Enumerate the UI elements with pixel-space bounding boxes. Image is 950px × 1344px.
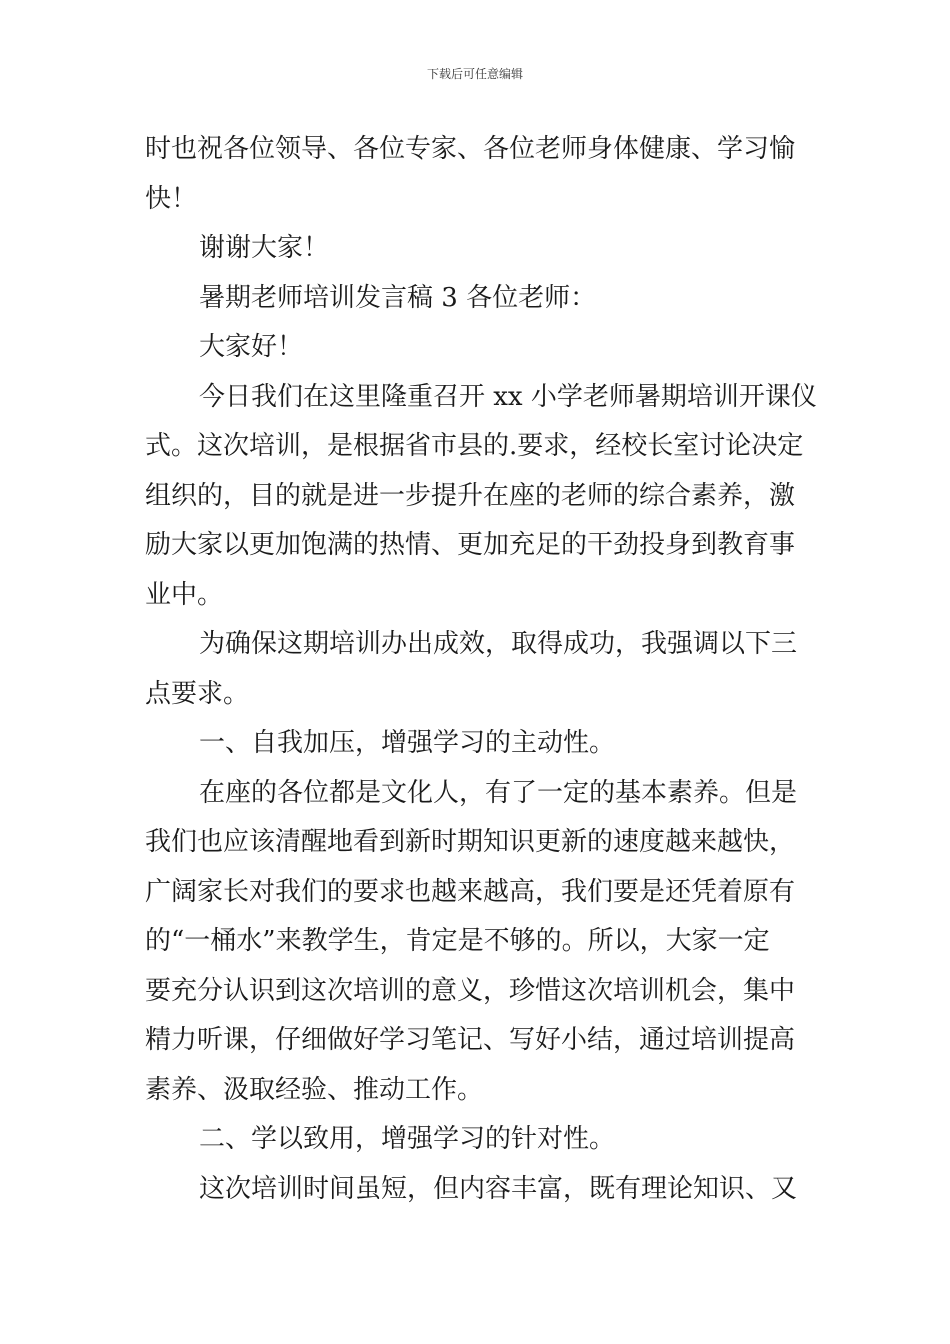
- paragraph: [145, 719, 807, 769]
- paragraph: [145, 769, 807, 1116]
- text-line: 这次培训时间虽短，但内容丰富，既有理论知识、又: [199, 1173, 798, 1204]
- paragraph: [145, 620, 807, 719]
- text-line: 式。这次培训，是根据省市县的.要求，经校长室讨论决定: [145, 431, 804, 461]
- text-line: 今日我们在这里隆重召开 xx 小学老师暑期培训开课仪: [199, 381, 817, 412]
- text-line: 要充分认识到这次培训的意义，珍惜这次培训机会，集中: [145, 975, 796, 1006]
- text-line: 为确保这期培训办出成效，取得成功，我强调以下三: [199, 629, 798, 659]
- text-line: 谢谢大家！: [199, 233, 330, 263]
- text-line: 在座的各位都是文化人，有了一定的基本素养。但是: [199, 777, 798, 808]
- text-line: 精力听课，仔细做好学习笔记、写好小结，通过培训提高: [145, 1025, 796, 1055]
- paragraph: [145, 125, 807, 224]
- text-line: 一、自我加压，增强学习的主动性。: [199, 728, 616, 758]
- text-line: 素养、汲取经验、推动工作。: [145, 1074, 484, 1105]
- text-line: 业中。: [145, 579, 224, 610]
- text-line: 的“一桶水”来教学生，肯定是不够的。所以，大家一定: [145, 926, 770, 956]
- text-line: 广阔家长对我们的要求也越来越高，我们要是还凭着原有: [145, 876, 796, 907]
- paragraph: [145, 224, 807, 274]
- text-line: 组织的，目的就是进一步提升在座的老师的综合素养，激: [145, 480, 796, 511]
- text-line: 时也祝各位领导、各位专家、各位老师身体健康、学习愉: [145, 134, 796, 164]
- text-line: 二、学以致用，增强学习的针对性。: [199, 1124, 616, 1154]
- paragraph: [145, 274, 807, 324]
- text-line: 点要求。: [145, 678, 250, 709]
- text-line: 大家好！: [199, 332, 304, 362]
- text-line: 快！: [145, 183, 198, 214]
- text-line: 我们也应该清醒地看到新时期知识更新的速度越来越快，: [145, 827, 796, 857]
- paragraph: [145, 373, 817, 621]
- paragraph: [145, 1115, 807, 1165]
- paragraph: [145, 1165, 807, 1215]
- page-header-note: 下载后可任意编辑: [426, 67, 523, 81]
- text-line: 励大家以更加饱满的热情、更加充足的干劲投身到教育事: [145, 530, 796, 560]
- text-line: 暑期老师培训发言稿 3 各位老师：: [199, 282, 597, 313]
- paragraph: [145, 323, 807, 373]
- document-body: [145, 125, 817, 1214]
